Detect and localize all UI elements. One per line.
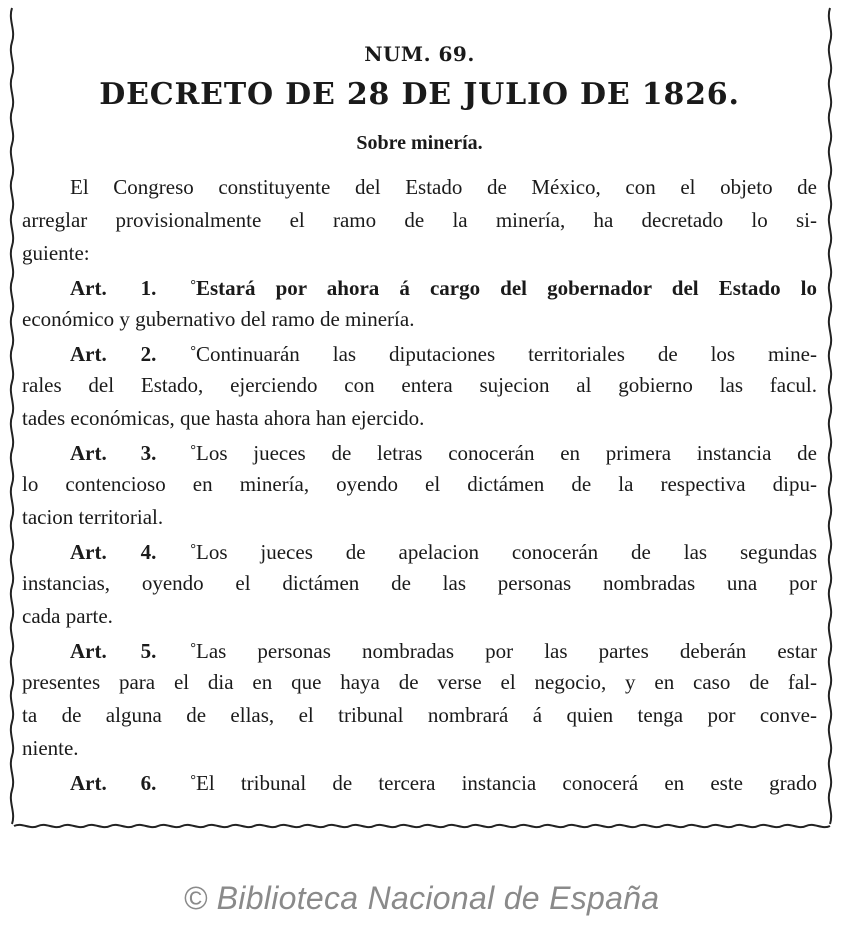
article-line: tacion territorial. [22, 505, 164, 529]
article-line: ta de alguna de ellas, el tribunal nombrará á quien tenga por conve- [22, 703, 817, 727]
article-line: lo contencioso en minería, oyendo el dictámen de la respectiva dipu- [22, 472, 817, 496]
bottom-border-line [14, 825, 830, 827]
article-label: Art. 4. ° [70, 540, 196, 564]
decree-title: DECRETO DE 28 DE JULIO DE 1826. [99, 77, 740, 112]
right-border-line [829, 8, 831, 824]
decree-number: NUM. 69. [364, 42, 475, 66]
article-line: rales del Estado, ejerciendo con entera sujecion al gobierno las facul. [22, 373, 817, 397]
article-1-first-line: Art. 1. °Estará por ahora á cargo del gobernador del Estado lo [22, 271, 817, 303]
article-label: Art. 5. ° [70, 639, 196, 663]
article-2-first-line: Art. 2. °Continuarán las diputaciones territoriales de los mine- [22, 337, 817, 369]
article-label: Art. 3. ° [70, 441, 196, 465]
document-page [22, 12, 817, 822]
article-5-first-line: Art. 5. °Las personas nombradas por las partes deberán estar [22, 634, 817, 666]
article-6-first-line: Art. 6. °El tribunal de tercera instancia conocerá en este grado [22, 766, 817, 798]
decree-subtitle: Sobre minería. [356, 132, 483, 154]
article-line: niente. [22, 736, 79, 760]
article-line: tades económicas, que hasta ahora han ejercido. [22, 406, 425, 430]
article-line: cada parte. [22, 604, 113, 628]
intro-line: El Congreso constituyente del Estado de México, con el objeto de [70, 175, 817, 199]
article-line: presentes para el dia en que haya de verse el negocio, y en caso de fal- [22, 670, 817, 694]
article-4-first-line: Art. 4. °Los jueces de apelacion conocerán de las segundas [22, 535, 817, 567]
intro-line: arreglar provisionalmente el ramo de la minería, ha decretado lo si- [22, 208, 817, 232]
left-border-line [11, 8, 13, 824]
article-label: Art. 2. ° [70, 342, 196, 366]
article-line: instancias, oyendo el dictámen de las personas nombradas una por [22, 571, 817, 595]
article-3-first-line: Art. 3. °Los jueces de letras conocerán en primera instancia de [22, 436, 817, 468]
intro-line: guiente: [22, 241, 90, 265]
article-label: Art. 1. ° [70, 276, 196, 300]
library-watermark: © Biblioteca Nacional de España [183, 880, 660, 916]
article-line: económico y gubernativo del ramo de minería. [22, 307, 415, 331]
article-label: Art. 6. ° [70, 771, 196, 795]
